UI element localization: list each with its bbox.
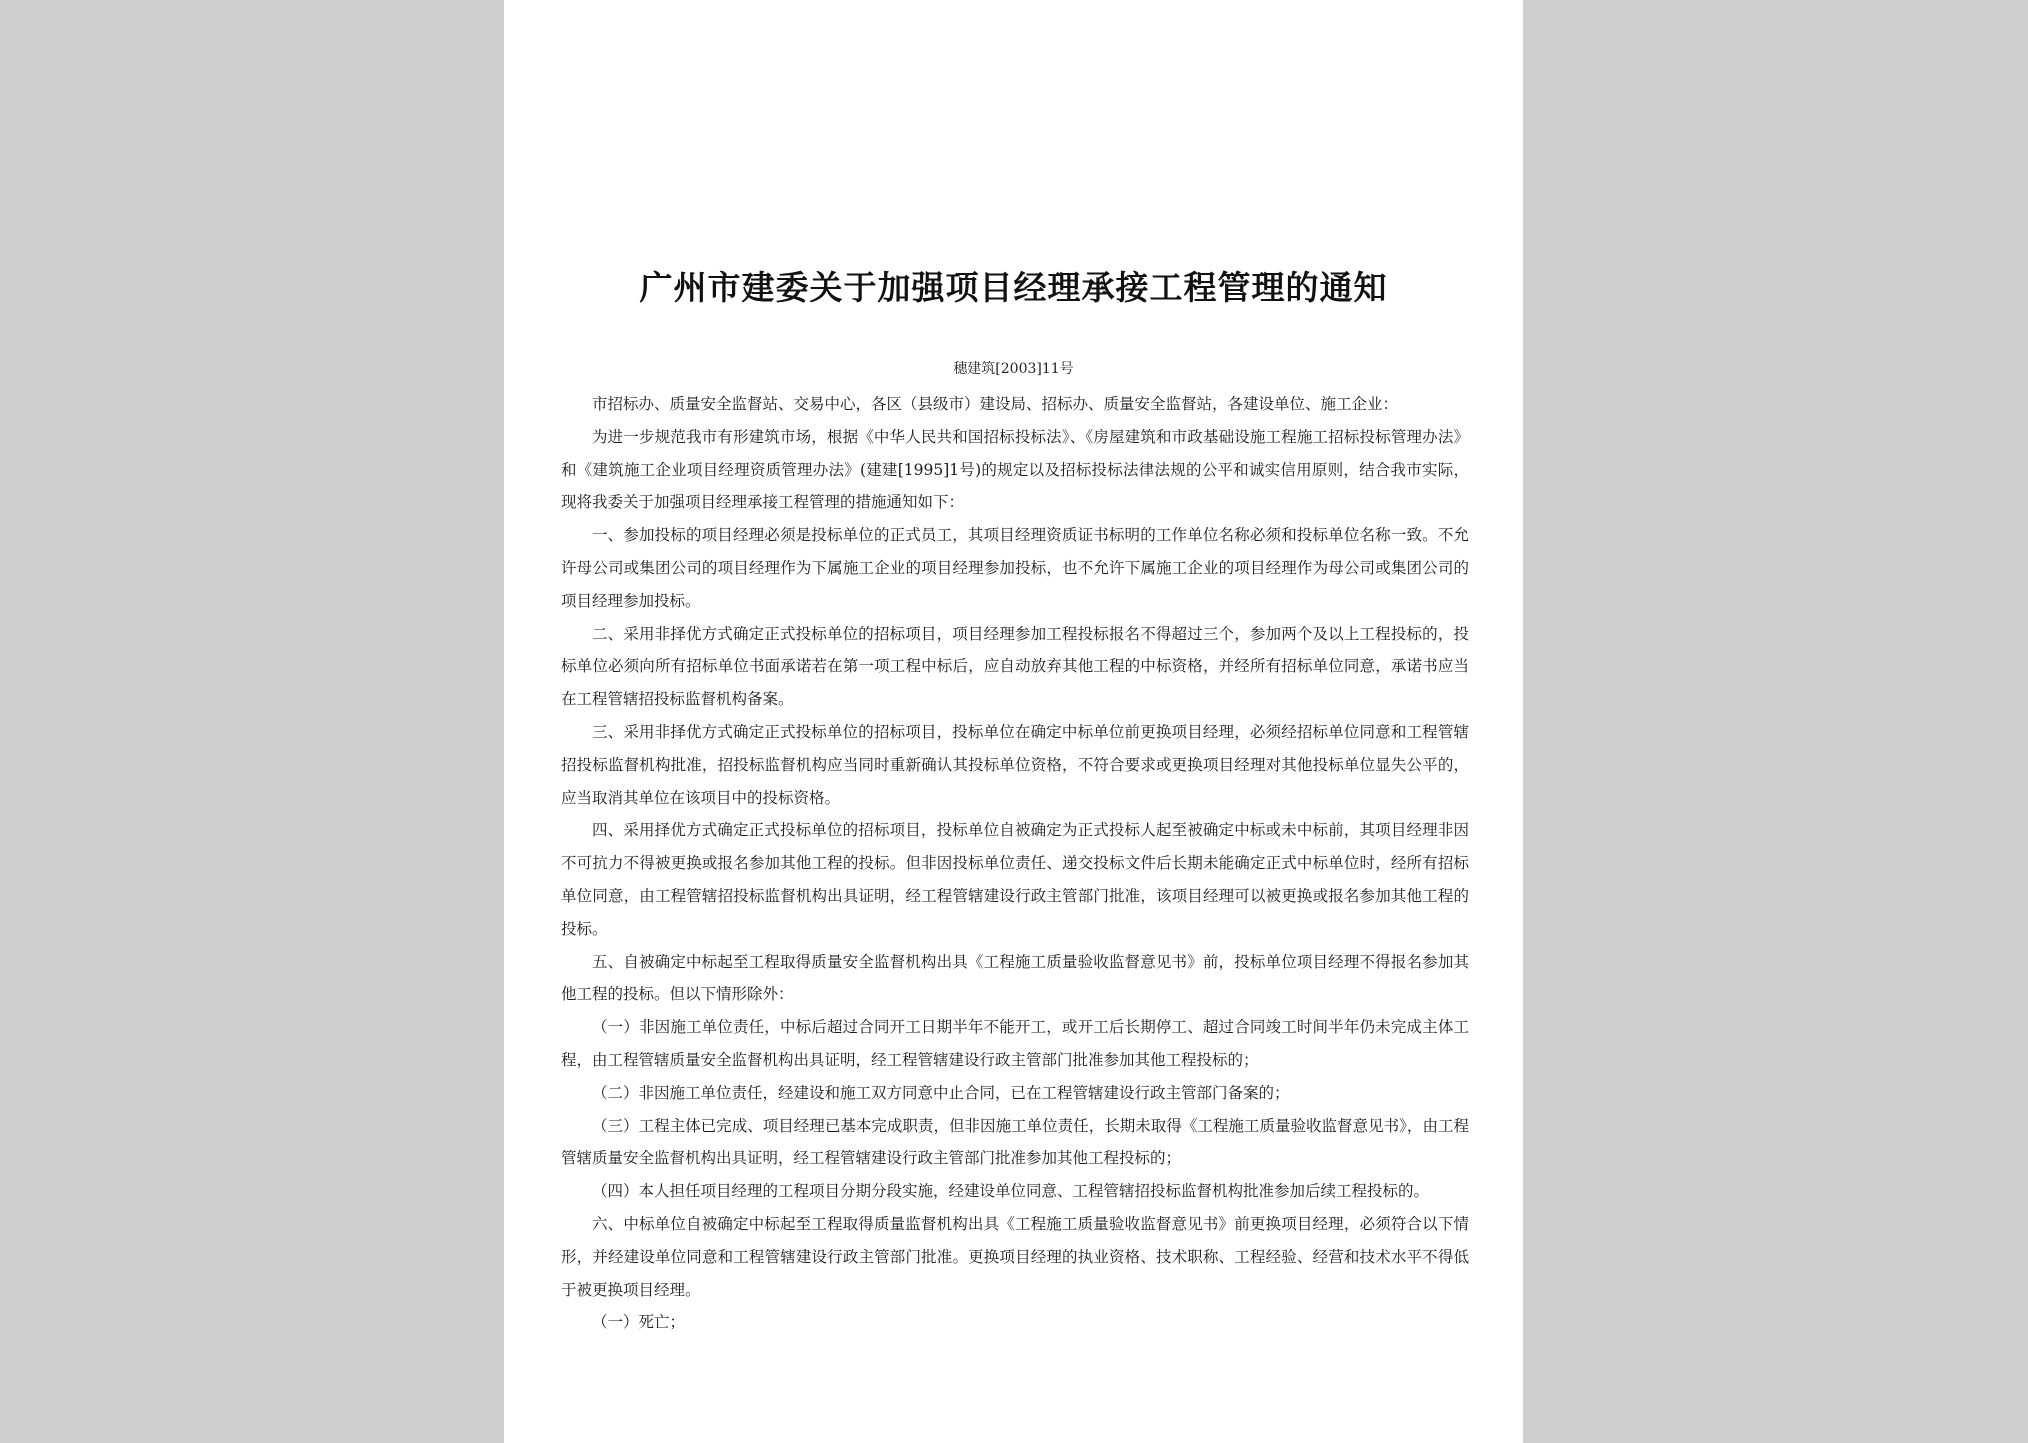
paragraph-item-2: 二、采用非择优方式确定正式投标单位的招标项目，项目经理参加工程投标报名不得超过三个，参加两个及以上工程投标的，投标单位必须向所有招标单位书面承诺若在第一项工程中标后，应自动放弃其他工程的中标资格，并经所有招标单位同意，承诺书应当在工程管辖招投标监督机构备案。 — [561, 624, 1469, 709]
paragraph-item-5-sub-2: （二）非因施工单位责任，经建设和施工双方同意中止合同，已在工程管辖建设行政主管部门备案的； — [592, 1083, 1290, 1102]
paragraph-item-5: 五、自被确定中标起至工程取得质量安全监督机构出具《工程施工质量验收监督意见书》前，投标单位项目经理不得报名参加其他工程的投标。但以下情形除外： — [561, 952, 1469, 1004]
document-body — [561, 388, 1469, 1339]
paragraph-intro: 为进一步规范我市有形建筑市场，根据《中华人民共和国招标投标法》、《房屋建筑和市政基础设施工程施工招标投标管理办法》和《建筑施工企业项目经理资质管理办法》(建建[1995]1号)的规定以及招标投标法律法规的公平和诚实信用原则，结合我市实际，现将我委关于加强项目经理承接工程管理的措施通知如下： — [561, 427, 1469, 512]
document-page — [504, 0, 1523, 1443]
paragraph-item-1: 一、参加投标的项目经理必须是投标单位的正式员工，其项目经理资质证书标明的工作单位名称必须和投标单位名称一致。不允许母公司或集团公司的项目经理作为下属施工企业的项目经理参加投标，也不允许下属施工企业的项目经理作为母公司或集团公司的项目经理参加投标。 — [561, 526, 1469, 610]
paragraph-item-5-sub-1: （一）非因施工单位责任，中标后超过合同开工日期半年不能开工，或开工后长期停工、超过合同竣工时间半年仍未完成主体工程，由工程管辖质量安全监督机构出具证明，经工程管辖建设行政主管部门批准参加其他工程投标的； — [561, 1018, 1469, 1069]
document-number: 穗建筑[2003]11号 — [953, 361, 1074, 377]
paragraph-item-5-sub-4: （四）本人担任项目经理的工程项目分期分段实施，经建设单位同意、工程管辖招投标监督机构批准参加后续工程投标的。 — [592, 1182, 1430, 1201]
paragraph-item-6: 六、中标单位自被确定中标起至工程取得质量监督机构出具《工程施工质量验收监督意见书》前更换项目经理，必须符合以下情形，并经建设单位同意和工程管辖建设行政主管部门批准。更换项目经理的执业资格、技术职称、工程经验、经营和技术水平不得低于被更换项目经理。 — [561, 1214, 1469, 1299]
paragraph-item-6-sub-1: （一）死亡； — [592, 1313, 686, 1332]
addressee-line: 市招标办、质量安全监督站、交易中心，各区（县级市）建设局、招标办、质量安全监督站，各建设单位、施工企业： — [592, 395, 1399, 413]
document-title: 广州市建委关于加强项目经理承接工程管理的通知 — [639, 268, 1388, 307]
paragraph-item-4: 四、采用择优方式确定正式投标单位的招标项目，投标单位自被确定为正式投标人起至被确定中标或未中标前，其项目经理非因不可抗力不得被更换或报名参加其他工程的投标。但非因投标单位责任、递交投标文件后长期未能确定正式中标单位时，经所有招标单位同意，由工程管辖招投标监督机构出具证明，经工程管辖建设行政主管部门批准，该项目经理可以被更换或报名参加其他工程的投标。 — [561, 821, 1469, 938]
paragraph-item-3: 三、采用非择优方式确定正式投标单位的招标项目，投标单位在确定中标单位前更换项目经理，必须经招标单位同意和工程管辖招投标监督机构批准，招投标监督机构应当同时重新确认其投标单位资格，不符合要求或更换项目经理对其他投标单位显失公平的，应当取消其单位在该项目中的投标资格。 — [561, 722, 1469, 807]
paragraph-item-5-sub-3: （三）工程主体已完成、项目经理已基本完成职责，但非因施工单位责任，长期未取得《工程施工质量验收监督意见书》，由工程管辖质量安全监督机构出具证明，经工程管辖建设行政主管部门批准参加其他工程投标的； — [561, 1116, 1469, 1168]
